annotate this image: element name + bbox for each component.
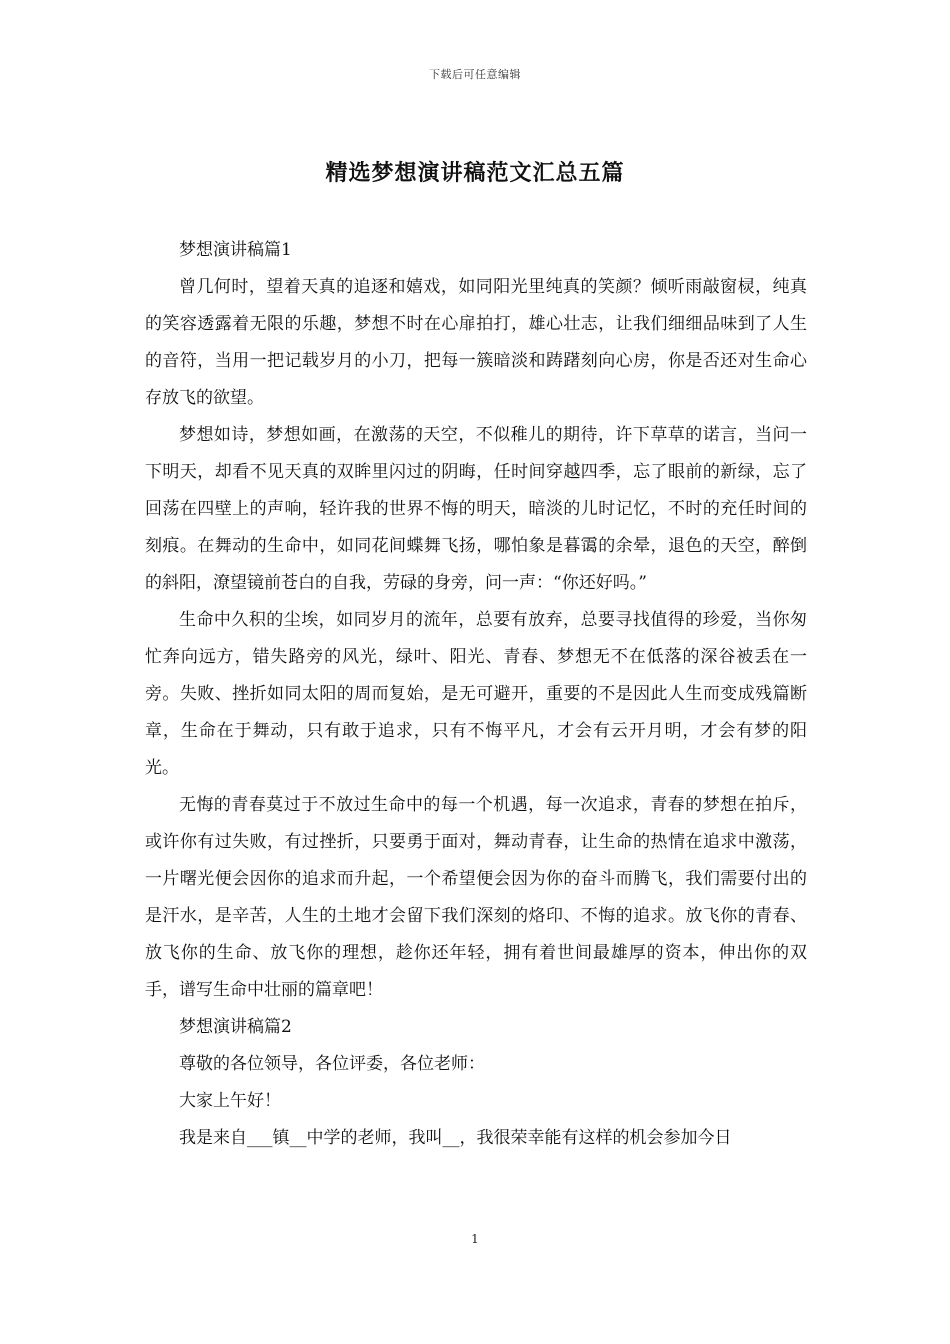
document-title: 精选梦想演讲稿范文汇总五篇 xyxy=(325,160,625,186)
body-paragraph: 曾几何时，望着天真的追逐和嬉戏，如同阳光里纯真的笑颜？倾听雨敲窗棂，纯真的笑容透露着无限的乐趣，梦想不时在心扉拍打，雄心壮志，让我们细细品味到了人生的音符，当用一把记载岁月的小刀，把每一簇暗淡和踌躇刻向心房，你是否还对生命心存放飞的欲望。 xyxy=(145,277,807,408)
body-paragraph: 生命中久积的尘埃，如同岁月的流年，总要有放弃，总要寻找值得的珍爱，当你匆忙奔向远方，错失路旁的风光，绿叶、阳光、青春、梦想无不在低落的深谷被丢在一旁。失败、挫折如同太阳的周而复始，是无可避开，重要的不是因此人生而变成残篇断章，生命在于舞动，只有敢于追求，只有不悔平凡，才会有云开月明，才会有梦的阳光。 xyxy=(145,610,807,778)
section-heading-speech-1: 梦想演讲稿篇1 xyxy=(179,240,292,260)
page-number: 1 xyxy=(471,1232,479,1246)
body-paragraph: 梦想如诗，梦想如画，在激荡的天空，不似稚儿的期待，许下草草的诺言，当问一下明天，却看不见天真的双眸里闪过的阴晦，任时间穿越四季，忘了眼前的新绿，忘了回荡在四壁上的声响，轻许我的世界不悔的明天，暗淡的儿时记忆，不时的充任时间的刻痕。在舞动的生命中，如同花间蝶舞飞扬，哪怕象是暮霭的余晕，退色的天空，醉倒的斜阳，潦望镜前苍白的自我，劳碌的身旁，问一声：“你还好吗。” xyxy=(145,425,807,593)
body-paragraph: 我是来自___镇__中学的老师，我叫__，我很荣幸能有这样的机会参加今日 xyxy=(179,1128,732,1148)
body-paragraph: 无悔的青春莫过于不放过生命中的每一个机遇，每一次追求，青春的梦想在拍斥，或许你有过失败，有过挫折，只要勇于面对，舞动青春，让生命的热情在追求中激荡，一片曙光便会因你的追求而升起，一个希望便会因为你的奋斗而腾飞，我们需要付出的是汗水，是辛苦，人生的土地才会留下我们深刻的烙印、不悔的追求。放飞你的青春、放飞你的生命、放飞你的理想，趁你还年轻，拥有着世间最雄厚的资本，伸出你的双手，谱写生命中壮丽的篇章吧！ xyxy=(145,795,807,1000)
document-body xyxy=(145,232,807,1157)
section-heading-speech-2: 梦想演讲稿篇2 xyxy=(179,1017,292,1037)
page-header-note: 下载后可任意编辑 xyxy=(429,68,521,81)
salutation-line: 尊敬的各位领导，各位评委，各位老师： xyxy=(179,1054,485,1074)
greeting-line: 大家上午好！ xyxy=(179,1091,281,1111)
